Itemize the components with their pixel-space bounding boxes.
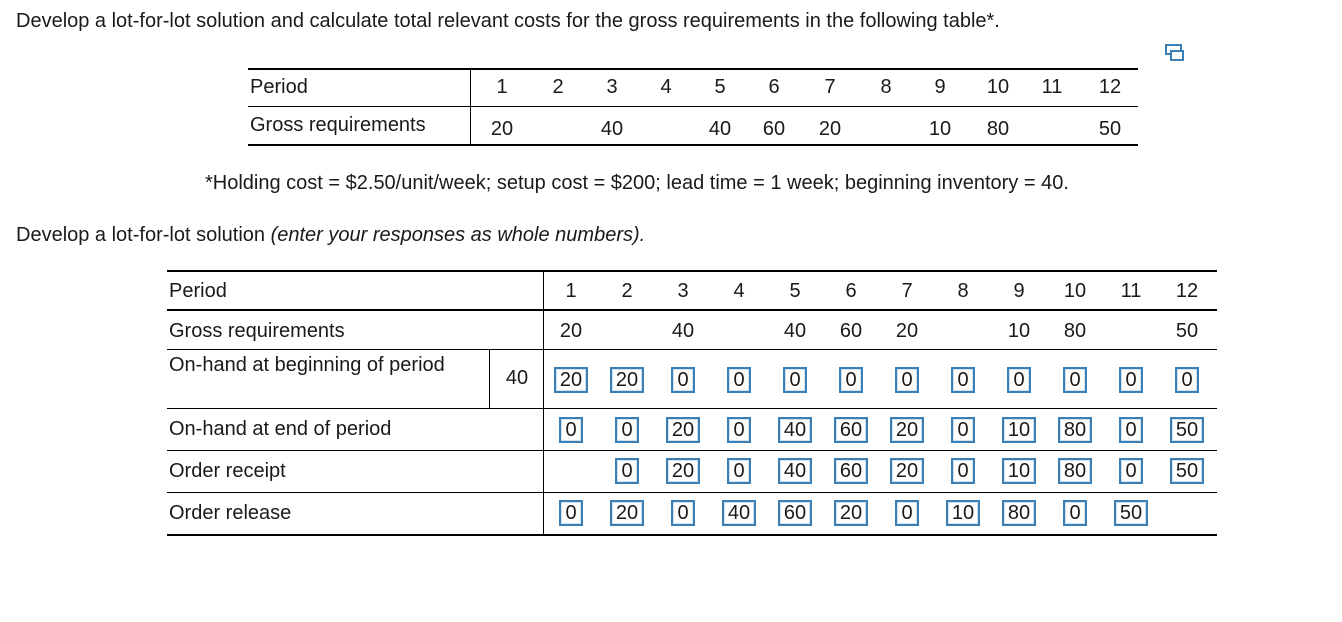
onhand-end-input[interactable]: 0 [615, 417, 639, 443]
onhand-end-input[interactable]: 10 [1002, 417, 1036, 443]
period-number: 1 [565, 280, 577, 302]
order-release-input[interactable]: 40 [722, 500, 756, 526]
order-release-input[interactable]: 0 [895, 500, 919, 526]
gross-value: 10 [928, 118, 952, 140]
order-release-input[interactable]: 80 [1002, 500, 1036, 526]
order-receipt-input[interactable]: 40 [778, 458, 812, 484]
period-number: 1 [496, 76, 508, 98]
order-receipt-input[interactable]: 10 [1002, 458, 1036, 484]
gross-value: 60 [762, 118, 786, 140]
order-receipt-input[interactable]: 0 [951, 458, 975, 484]
order-release-label: Order release [169, 502, 292, 524]
onhand-end-input[interactable]: 0 [1119, 417, 1143, 443]
onhand-end-input[interactable]: 20 [666, 417, 700, 443]
order-receipt-input[interactable]: 60 [834, 458, 868, 484]
period-number: 6 [768, 76, 780, 98]
onhand-end-input[interactable]: 40 [778, 417, 812, 443]
onhand-begin-input[interactable]: 0 [895, 367, 919, 393]
onhand-begin-input[interactable]: 0 [671, 367, 695, 393]
period-number: 5 [789, 280, 801, 302]
order-release-input[interactable]: 20 [834, 500, 868, 526]
onhand-end-label: On-hand at end of period [169, 418, 392, 440]
period-number: 4 [660, 76, 672, 98]
order-receipt-input[interactable]: 20 [890, 458, 924, 484]
period-number: 12 [1175, 280, 1199, 302]
period-number: 12 [1098, 76, 1122, 98]
gross-value: 80 [986, 118, 1010, 140]
order-receipt-input[interactable]: 50 [1170, 458, 1204, 484]
period-number: 7 [901, 280, 913, 302]
given-requirements-table [248, 68, 1138, 146]
onhand-begin-input[interactable]: 0 [727, 367, 751, 393]
problem-prompt: Develop a lot-for-lot solution and calculate total relevant costs for the gross requirements in the following table*. [16, 10, 1000, 32]
period-number: 11 [1120, 280, 1142, 302]
period-number: 4 [733, 280, 745, 302]
cost-note: *Holding cost = $2.50/unit/week; setup cost = $200; lead time = 1 week; beginning inventory = 40. [205, 172, 1069, 194]
order-receipt-input[interactable]: 80 [1058, 458, 1092, 484]
period-number: 8 [880, 76, 892, 98]
period-number: 10 [986, 76, 1010, 98]
onhand-begin-input[interactable]: 0 [1007, 367, 1031, 393]
onhand-begin-input[interactable]: 0 [1175, 367, 1199, 393]
onhand-end-input[interactable]: 80 [1058, 417, 1092, 443]
gross-requirements-label: Gross requirements [250, 114, 426, 136]
onhand-begin-input[interactable]: 0 [951, 367, 975, 393]
gross-value: 50 [1175, 320, 1199, 342]
gross-value: 40 [671, 320, 695, 342]
order-release-input[interactable]: 20 [610, 500, 644, 526]
onhand-end-input[interactable]: 0 [559, 417, 583, 443]
gross-value: 80 [1063, 320, 1087, 342]
gross-value: 40 [708, 118, 732, 140]
order-receipt-label: Order receipt [169, 460, 286, 482]
order-receipt-input[interactable]: 0 [1119, 458, 1143, 484]
gross-value: 40 [600, 118, 624, 140]
onhand-begin-input[interactable]: 20 [610, 367, 644, 393]
period-number: 9 [1013, 280, 1025, 302]
order-receipt-input[interactable]: 0 [727, 458, 751, 484]
order-receipt-input[interactable]: 20 [666, 458, 700, 484]
period-number: 5 [714, 76, 726, 98]
beginning-inventory-value: 40 [505, 367, 529, 389]
onhand-begin-label: On-hand at beginning of period [169, 354, 445, 376]
lot-for-lot-table [167, 270, 1217, 536]
onhand-begin-input[interactable]: 0 [1063, 367, 1087, 393]
gross-value: 50 [1098, 118, 1122, 140]
period-number: 2 [552, 76, 564, 98]
period-number: 6 [845, 280, 857, 302]
gross-value: 20 [559, 320, 583, 342]
period-header: Period [250, 76, 308, 98]
onhand-end-input[interactable]: 0 [951, 417, 975, 443]
gross-value: 10 [1007, 320, 1031, 342]
instruction-text: Develop a lot-for-lot solution (enter your responses as whole numbers). [16, 224, 646, 246]
period-number: 3 [606, 76, 618, 98]
gross-value: 20 [490, 118, 514, 140]
onhand-begin-input[interactable]: 0 [783, 367, 807, 393]
period-number: 10 [1063, 280, 1087, 302]
order-release-input[interactable]: 0 [559, 500, 583, 526]
order-release-input[interactable]: 60 [778, 500, 812, 526]
order-release-input[interactable]: 10 [946, 500, 980, 526]
onhand-end-input[interactable]: 20 [890, 417, 924, 443]
gross-value: 20 [818, 118, 842, 140]
order-release-input[interactable]: 0 [671, 500, 695, 526]
period-header: Period [169, 280, 227, 302]
onhand-begin-input[interactable]: 20 [554, 367, 588, 393]
onhand-end-input[interactable]: 50 [1170, 417, 1204, 443]
copy-icon[interactable] [1165, 44, 1185, 62]
onhand-begin-input[interactable]: 0 [1119, 367, 1143, 393]
period-number: 3 [677, 280, 689, 302]
period-number: 8 [957, 280, 969, 302]
gross-value: 60 [839, 320, 863, 342]
onhand-end-input[interactable]: 0 [727, 417, 751, 443]
order-release-input[interactable]: 0 [1063, 500, 1087, 526]
onhand-begin-input[interactable]: 0 [839, 367, 863, 393]
order-receipt-input[interactable]: 0 [615, 458, 639, 484]
period-number: 9 [934, 76, 946, 98]
gross-value: 20 [895, 320, 919, 342]
period-number: 2 [621, 280, 633, 302]
gross-requirements-label: Gross requirements [169, 320, 345, 342]
order-release-input[interactable]: 50 [1114, 500, 1148, 526]
gross-value: 40 [783, 320, 807, 342]
onhand-end-input[interactable]: 60 [834, 417, 868, 443]
period-number: 7 [824, 76, 836, 98]
period-number: 11 [1041, 76, 1063, 98]
